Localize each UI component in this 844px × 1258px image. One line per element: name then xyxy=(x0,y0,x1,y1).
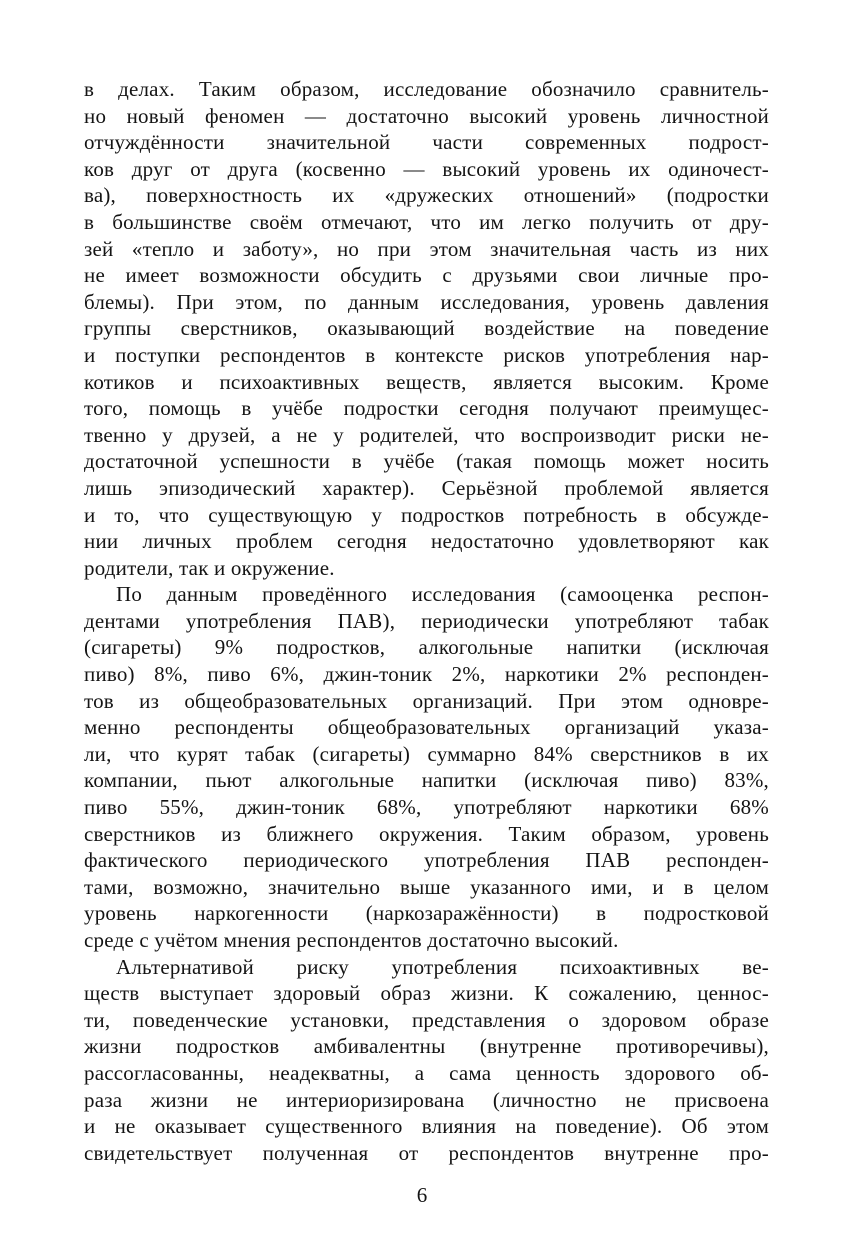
text-line: но новый феномен — достаточно высокий уровень личностной xyxy=(84,103,769,128)
text-line: группы сверстников, оказывающий воздействие на поведение xyxy=(84,316,769,341)
text-line: сверстников из ближнего окружения. Таким образом, уровень xyxy=(84,821,769,846)
text-line: тами, возможно, значительно выше указанного ими, и в целом xyxy=(84,874,769,899)
page-number: 6 xyxy=(416,1183,428,1207)
paragraph xyxy=(84,954,769,1167)
text-line: твенно у друзей, а не у родителей, что воспроизводит риски не- xyxy=(84,422,769,447)
text-line: и поступки респондентов в контексте рисков употребления нар- xyxy=(84,342,769,367)
text-line: пиво) 8%, пиво 6%, джин-тоник 2%, наркотики 2% респонден- xyxy=(84,662,769,687)
text-line: того, помощь в учёбе подростки сегодня получают преимущес- xyxy=(84,396,769,421)
text-line: не имеет возможности обсудить с друзьями свои личные про- xyxy=(84,263,769,288)
text-line: в делах. Таким образом, исследование обозначило сравнитель- xyxy=(84,77,769,101)
text-line: достаточной успешности в учёбе (такая помощь может носить xyxy=(84,449,769,474)
text-line: котиков и психоактивных веществ, является высоким. Кроме xyxy=(84,369,769,394)
text-line: родители, так и окружение. xyxy=(84,555,335,580)
text-line: отчуждённости значительной части современных подрост- xyxy=(84,130,769,155)
text-line: фактического периодического употребления ПАВ респонден- xyxy=(84,848,769,873)
paragraph xyxy=(84,581,769,953)
text-line: ществ выступает здоровый образ жизни. К сожалению, ценнос- xyxy=(84,981,769,1006)
text-line: дентами употребления ПАВ), периодически употребляют табак xyxy=(84,608,769,633)
text-line: ли, что курят табак (сигареты) суммарно 84% сверстников в их xyxy=(84,741,769,766)
text-line: лишь эпизодический характер). Серьёзной проблемой является xyxy=(84,475,769,500)
text-block xyxy=(84,76,769,1166)
text-line: ков друг от друга (косвенно — высокий уровень их одиночест- xyxy=(84,156,769,181)
text-line: нии личных проблем сегодня недостаточно удовлетворяют как xyxy=(84,529,769,554)
text-line: компании, пьют алкогольные напитки (исключая пиво) 83%, xyxy=(84,768,769,793)
text-line: и не оказывает существенного влияния на поведение). Об этом xyxy=(84,1114,769,1139)
text-line: уровень наркогенности (наркозаражённости) в подростковой xyxy=(84,901,769,926)
paragraph xyxy=(84,76,769,581)
text-line: (сигареты) 9% подростков, алкогольные напитки (исключая xyxy=(84,635,769,660)
text-line: пиво 55%, джин-тоник 68%, употребляют наркотики 68% xyxy=(84,795,769,820)
text-line: жизни подростков амбивалентны (внутренне противоречивы), xyxy=(84,1034,769,1059)
text-line: По данным проведённого исследования (самооценка респон- xyxy=(116,582,769,607)
text-line: блемы). При этом, по данным исследования, уровень давления xyxy=(84,289,769,314)
text-line: в большинстве своём отмечают, что им легко получить от дру- xyxy=(84,209,769,234)
text-line: раза жизни не интериоризирована (личностно не присвоена xyxy=(84,1087,769,1112)
text-line: Альтернативой риску употребления психоактивных ве- xyxy=(116,954,769,979)
text-line: тов из общеобразовательных организаций. При этом одновре- xyxy=(84,688,769,713)
text-line: менно респонденты общеобразовательных организаций указа- xyxy=(84,715,769,740)
text-line: ти, поведенческие установки, представления о здоровом образе xyxy=(84,1007,769,1032)
text-line: среде с учётом мнения респондентов достаточно высокий. xyxy=(84,928,619,952)
text-line: рассогласованны, неадекватны, а сама ценность здорового об- xyxy=(84,1060,769,1085)
text-line: зей «тепло и заботу», но при этом значительная часть из них xyxy=(84,236,769,261)
text-line: ва), поверхностность их «дружеских отношений» (подростки xyxy=(84,183,769,208)
text-line: свидетельствует полученная от респондентов внутренне про- xyxy=(84,1140,769,1165)
text-line: и то, что существующую у подростков потребность в обсужде- xyxy=(84,502,769,527)
